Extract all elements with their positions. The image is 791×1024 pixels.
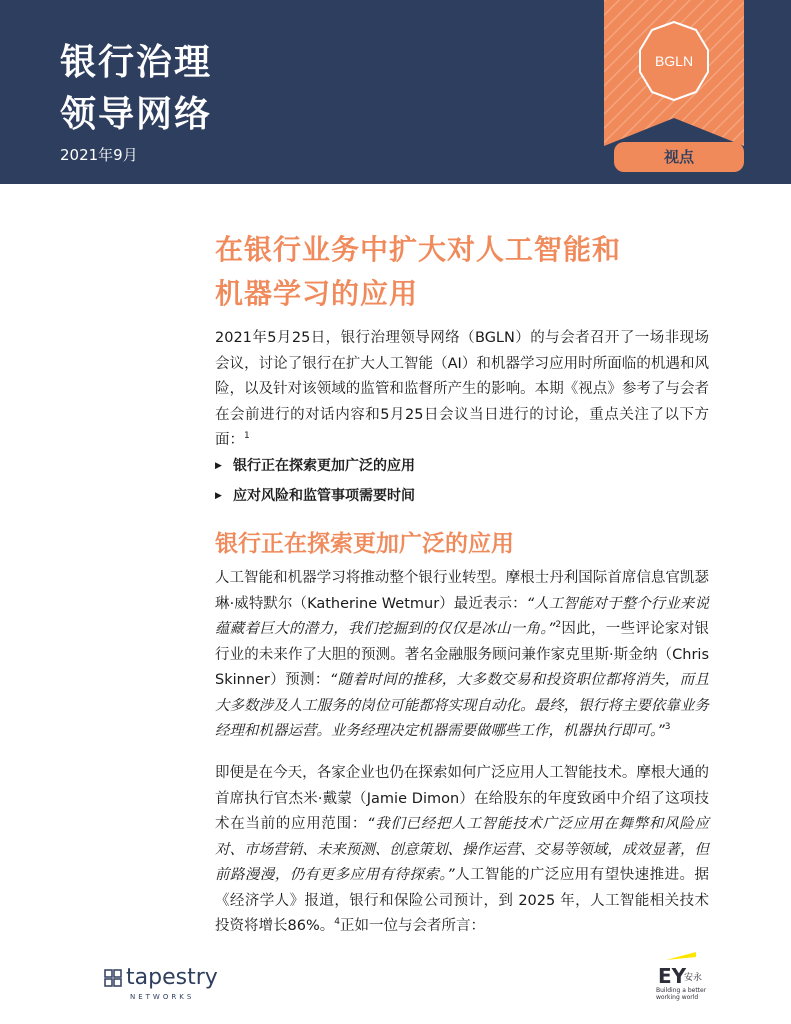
ey-chinese-name: 安永 bbox=[684, 973, 703, 983]
viewpoints-label: 视点 bbox=[614, 142, 744, 172]
ey-tagline: Building a better working world bbox=[656, 987, 707, 1001]
quote-text: “人工智能对于整个行业来说蕴藏着巨大的潜力，我们挖掘到的仅仅是冰山一角。” bbox=[215, 595, 709, 637]
bgln-badge-text: BGLN bbox=[654, 53, 694, 69]
article-title-line1: 在银行业务中扩大对人工智能和 bbox=[215, 233, 622, 266]
footnote-ref: 1 bbox=[244, 431, 250, 442]
key-topics-list bbox=[215, 455, 415, 515]
footnote-ref: 4 bbox=[334, 917, 340, 928]
ey-beam-icon bbox=[666, 952, 696, 960]
ey-logo bbox=[654, 950, 714, 1002]
paragraph-text: 人工智能和机器学习将推动整个银行业转型。摩根士丹利国际首席信息官凯瑟琳·威特默尔（Katherine Wetmur）最近表示： bbox=[215, 570, 709, 612]
body-paragraph-1 bbox=[215, 566, 709, 745]
triangle-bullet-icon: ▶ bbox=[215, 491, 222, 501]
network-title-line2: 领导网络 bbox=[60, 94, 213, 135]
triangle-bullet-icon: ▶ bbox=[215, 461, 222, 471]
intro-paragraph bbox=[215, 326, 709, 454]
section-heading: 银行正在探索更加广泛的应用 bbox=[215, 531, 514, 557]
article-title bbox=[215, 228, 695, 316]
tapestry-logo-subtext: NETWORKS bbox=[130, 993, 195, 1001]
paragraph-text: 因此，一些评论家对银行业的未来作了大胆的预测。著名金融服务顾问兼作家克里斯·斯金纳（Chris Skinner）预测： bbox=[215, 621, 710, 688]
quote-text: “随着时间的推移，大多数交易和投资职位都将消失，而且大多数涉及人工服务的岗位可能都将实现自动化。最终，银行将主要依靠业务经理和机器运营。业务经理决定机器需要做哪些工作，机器执行即可。” bbox=[215, 672, 709, 739]
list-item bbox=[215, 485, 415, 515]
article-title-line2: 机器学习的应用 bbox=[215, 277, 419, 310]
footnote-ref: 2 bbox=[555, 620, 562, 631]
bgln-badge-banner bbox=[604, 0, 744, 148]
list-item-label: 银行正在探索更加广泛的应用 bbox=[233, 458, 415, 474]
network-title-line1: 银行治理 bbox=[60, 42, 213, 83]
list-item-label: 应对风险和监管事项需要时间 bbox=[233, 488, 415, 504]
intro-text: 2021年5月25日，银行治理领导网络（BGLN）的与会者召开了一场非现场会议，讨论了银行在扩大人工智能（AI）和机器学习应用时所面临的机遇和风险，以及针对该领域的监管和监督所产生的影响。本期《视点》参考了与会者在会前进行的对话内容和5月25日会议当日进行的讨论，重点关注了以下方面： bbox=[215, 330, 709, 448]
publication-date: 2021年9月 bbox=[60, 146, 138, 164]
paragraph-text: 人工智能的广泛应用有望快速推进。据《经济学人》报道，银行和保险公司预计，到 2025 年，人工智能相关技术投资将增长86%。 bbox=[215, 867, 710, 934]
ey-logo-text: EY bbox=[658, 964, 687, 988]
paragraph-text: 即便是在今天，各家企业也仍在探索如何广泛应用人工智能技术。摩根大通的首席执行官杰米·戴蒙（Jamie Dimon）在给股东的年度致函中介绍了这项技术在当前的应用范围： bbox=[215, 765, 709, 832]
tapestry-logo-text: tapestry bbox=[126, 965, 218, 990]
footnote-ref: 3 bbox=[664, 722, 671, 733]
body-paragraph-2 bbox=[215, 761, 709, 940]
list-item bbox=[215, 455, 415, 485]
tapestry-mark-icon bbox=[104, 969, 122, 987]
quote-text: “我们已经把人工智能技术广泛应用在舞弊和风险应对、市场营销、未来预测、创意策划、操作运营、交易等领域，成效显著，但前路漫漫，仍有更多应用有待探索。” bbox=[215, 816, 709, 883]
paragraph-text: 正如一位与会者所言： bbox=[339, 918, 485, 934]
